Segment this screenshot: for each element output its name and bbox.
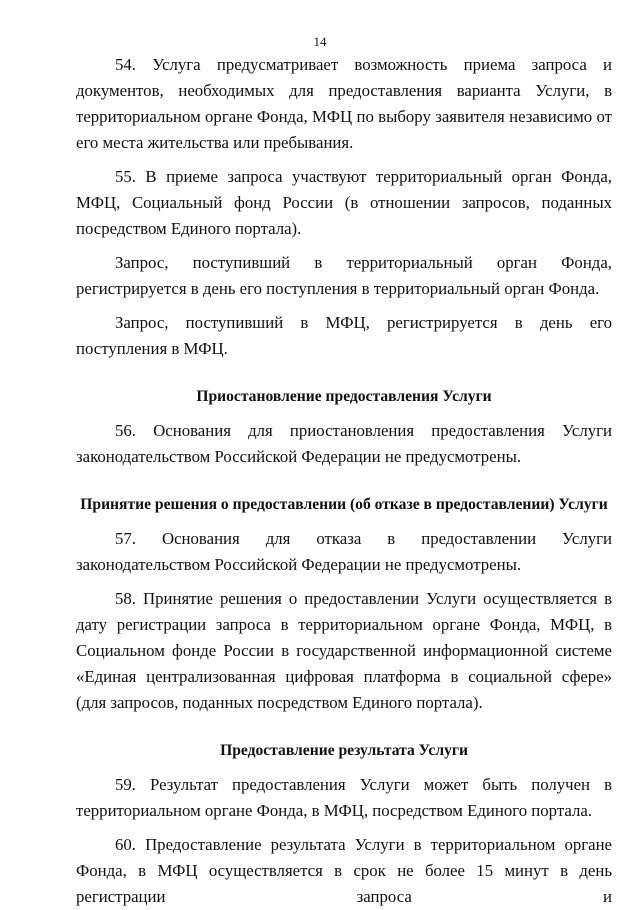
paragraph-55: 55. В приеме запроса участвуют территориальный орган Фонда, МФЦ, Социальный фонд России (в отношении запросов, поданных посредством Единого портала).	[76, 167, 612, 238]
paragraph-55-registration-fund: Запрос, поступивший в территориальный орган Фонда, регистрируется в день его поступления в территориальный орган Фонда.	[76, 253, 612, 298]
paragraph-58: 58. Принятие решения о предоставлении Услуги осуществляется в дату регистрации запроса в территориальном органе Фонда, МФЦ, в Социальном фонде России в государственной информационной системе «Единая централизованная цифровая платформа в социальной сфере» (для запросов, поданных посредством Единого портала).	[76, 589, 612, 712]
paragraph-56: 56. Основания для приостановления предоставления Услуги законодательством Российской Федерации не предусмотрены.	[76, 421, 612, 466]
heading-result: Предоставление результата Услуги	[220, 742, 468, 759]
page-content	[76, 52, 612, 910]
heading-decision: Принятие решения о предоставлении (об отказе в предоставлении) Услуги	[80, 496, 608, 513]
paragraph-57: 57. Основания для отказа в предоставлении Услуги законодательством Российской Федерации не предусмотрены.	[76, 529, 612, 574]
page-number: 14	[313, 34, 327, 49]
paragraph-55-registration-mfc: Запрос, поступивший в МФЦ, регистрируется в день его поступления в МФЦ.	[76, 313, 612, 358]
paragraph-59: 59. Результат предоставления Услуги может быть получен в территориальном органе Фонда, в МФЦ, посредством Единого портала.	[76, 775, 612, 820]
paragraph-60: 60. Предоставление результата Услуги в территориальном органе Фонда, в МФЦ осуществляется в срок не более 15 минут в день регистрации запроса и	[76, 835, 612, 906]
heading-suspension: Приостановление предоставления Услуги	[196, 388, 492, 405]
paragraph-54: 54. Услуга предусматривает возможность приема запроса и документов, необходимых для предоставления варианта Услуги, в территориальном органе Фонда, МФЦ по выбору заявителя независимо от его места жительства или пребывания.	[76, 55, 612, 152]
